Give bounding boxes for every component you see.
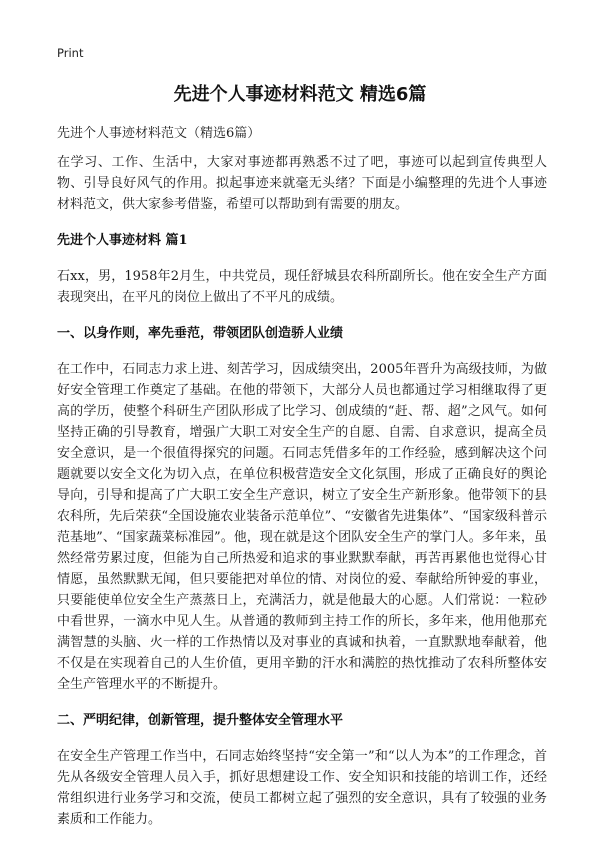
print-link[interactable]: Print xyxy=(57,46,84,60)
subsection-heading-2: 二、严明纪律，创新管理，提升整体安全管理水平 xyxy=(57,713,344,728)
document-subtitle: 先进个人事迹材料范文（精选6篇） xyxy=(57,126,261,141)
subsection-body-1: 在工作中，石同志力求上进、刻苦学习，因成绩突出，2005年晋升为高级技师，为做好安全管理工作奠定了基础。在他的带领下，大部分人员也都通过学习相继取得了更高的学历，使整个科研生产团队形成了比学习、创成绩的“赶、帮、超”之风气。如何坚持正确的引导教育，增强广大职工对安全生产的自愿、自需、自求意识，提高全员安全意识，是一个很值得探究的问题。石同志凭借多年的工作经验，感到解决这个问题就要以安全文化为切入点，在单位积极营造安全文化氛围，形成了正确良好的舆论导向，引导和提高了广大职工安全生产意识，树立了安全生产新形象。他带领下的县农科所，先后荣获“全国设施农业装备示范单位”、“安徽省先进集体”、“国家级科普示范基地”、“国家蔬菜标准园”。他，现在就是这个团队安全生产的掌门人。多年来，虽然经常劳累过度，但能为自己所热爱和追求的事业默默奉献，再苦再累他也觉得心甘情愿，虽然默默无闻，但只要能把对单位的情、对岗位的爱、奉献给所钟爱的事业，只要能使单位安全生产蒸蒸日上，充满活力，就是他最大的心愿。人们常说：一粒砂中看世界，一滴水中见人生。从普通的教师到主持工作的所长，多年来，他用他那充满智慧的头脑、火一样的工作热情以及对事业的真诚和执着，一直默默地奉献着，他不仅是在实现着自己的人生价值，更用辛勤的汗水和满腔的热忱推动了农科所整体安全生产管理水平的不断提升。 xyxy=(57,362,547,692)
intro-paragraph: 在学习、工作、生活中，大家对事迹都再熟悉不过了吧，事迹可以起到宣传典型人物、引导良好风气的作用。拟起事迹来就毫无头绪？下面是小编整理的先进个人事迹材料范文，供大家参考借鉴，希望可以帮助到有需要的朋友。 xyxy=(57,155,547,212)
subsection-heading-1: 一、以身作则，率先垂范，带领团队创造骄人业绩 xyxy=(57,326,344,341)
section-heading: 先进个人事迹材料 篇1 xyxy=(57,233,188,248)
page-title: 先进个人事迹材料范文 精选6篇 xyxy=(173,84,427,105)
section-intro-paragraph: 石xx，男，1958年2月生，中共党员，现任舒城县农科所副所长。他在安全生产方面表现突出，在平凡的岗位上做出了不平凡的成绩。 xyxy=(57,269,547,305)
document-body xyxy=(57,152,547,845)
subsection-body-2: 在安全生产管理工作当中，石同志始终坚持“安全第一”和“以人为本”的工作理念，首先从各级安全管理人员入手，抓好思想建设工作、安全知识和技能的培训工作，还经常组织进行业务学习和交流，使员工都树立起了强烈的安全意识，具有了较强的业务素质和工作能力。 xyxy=(57,749,547,827)
